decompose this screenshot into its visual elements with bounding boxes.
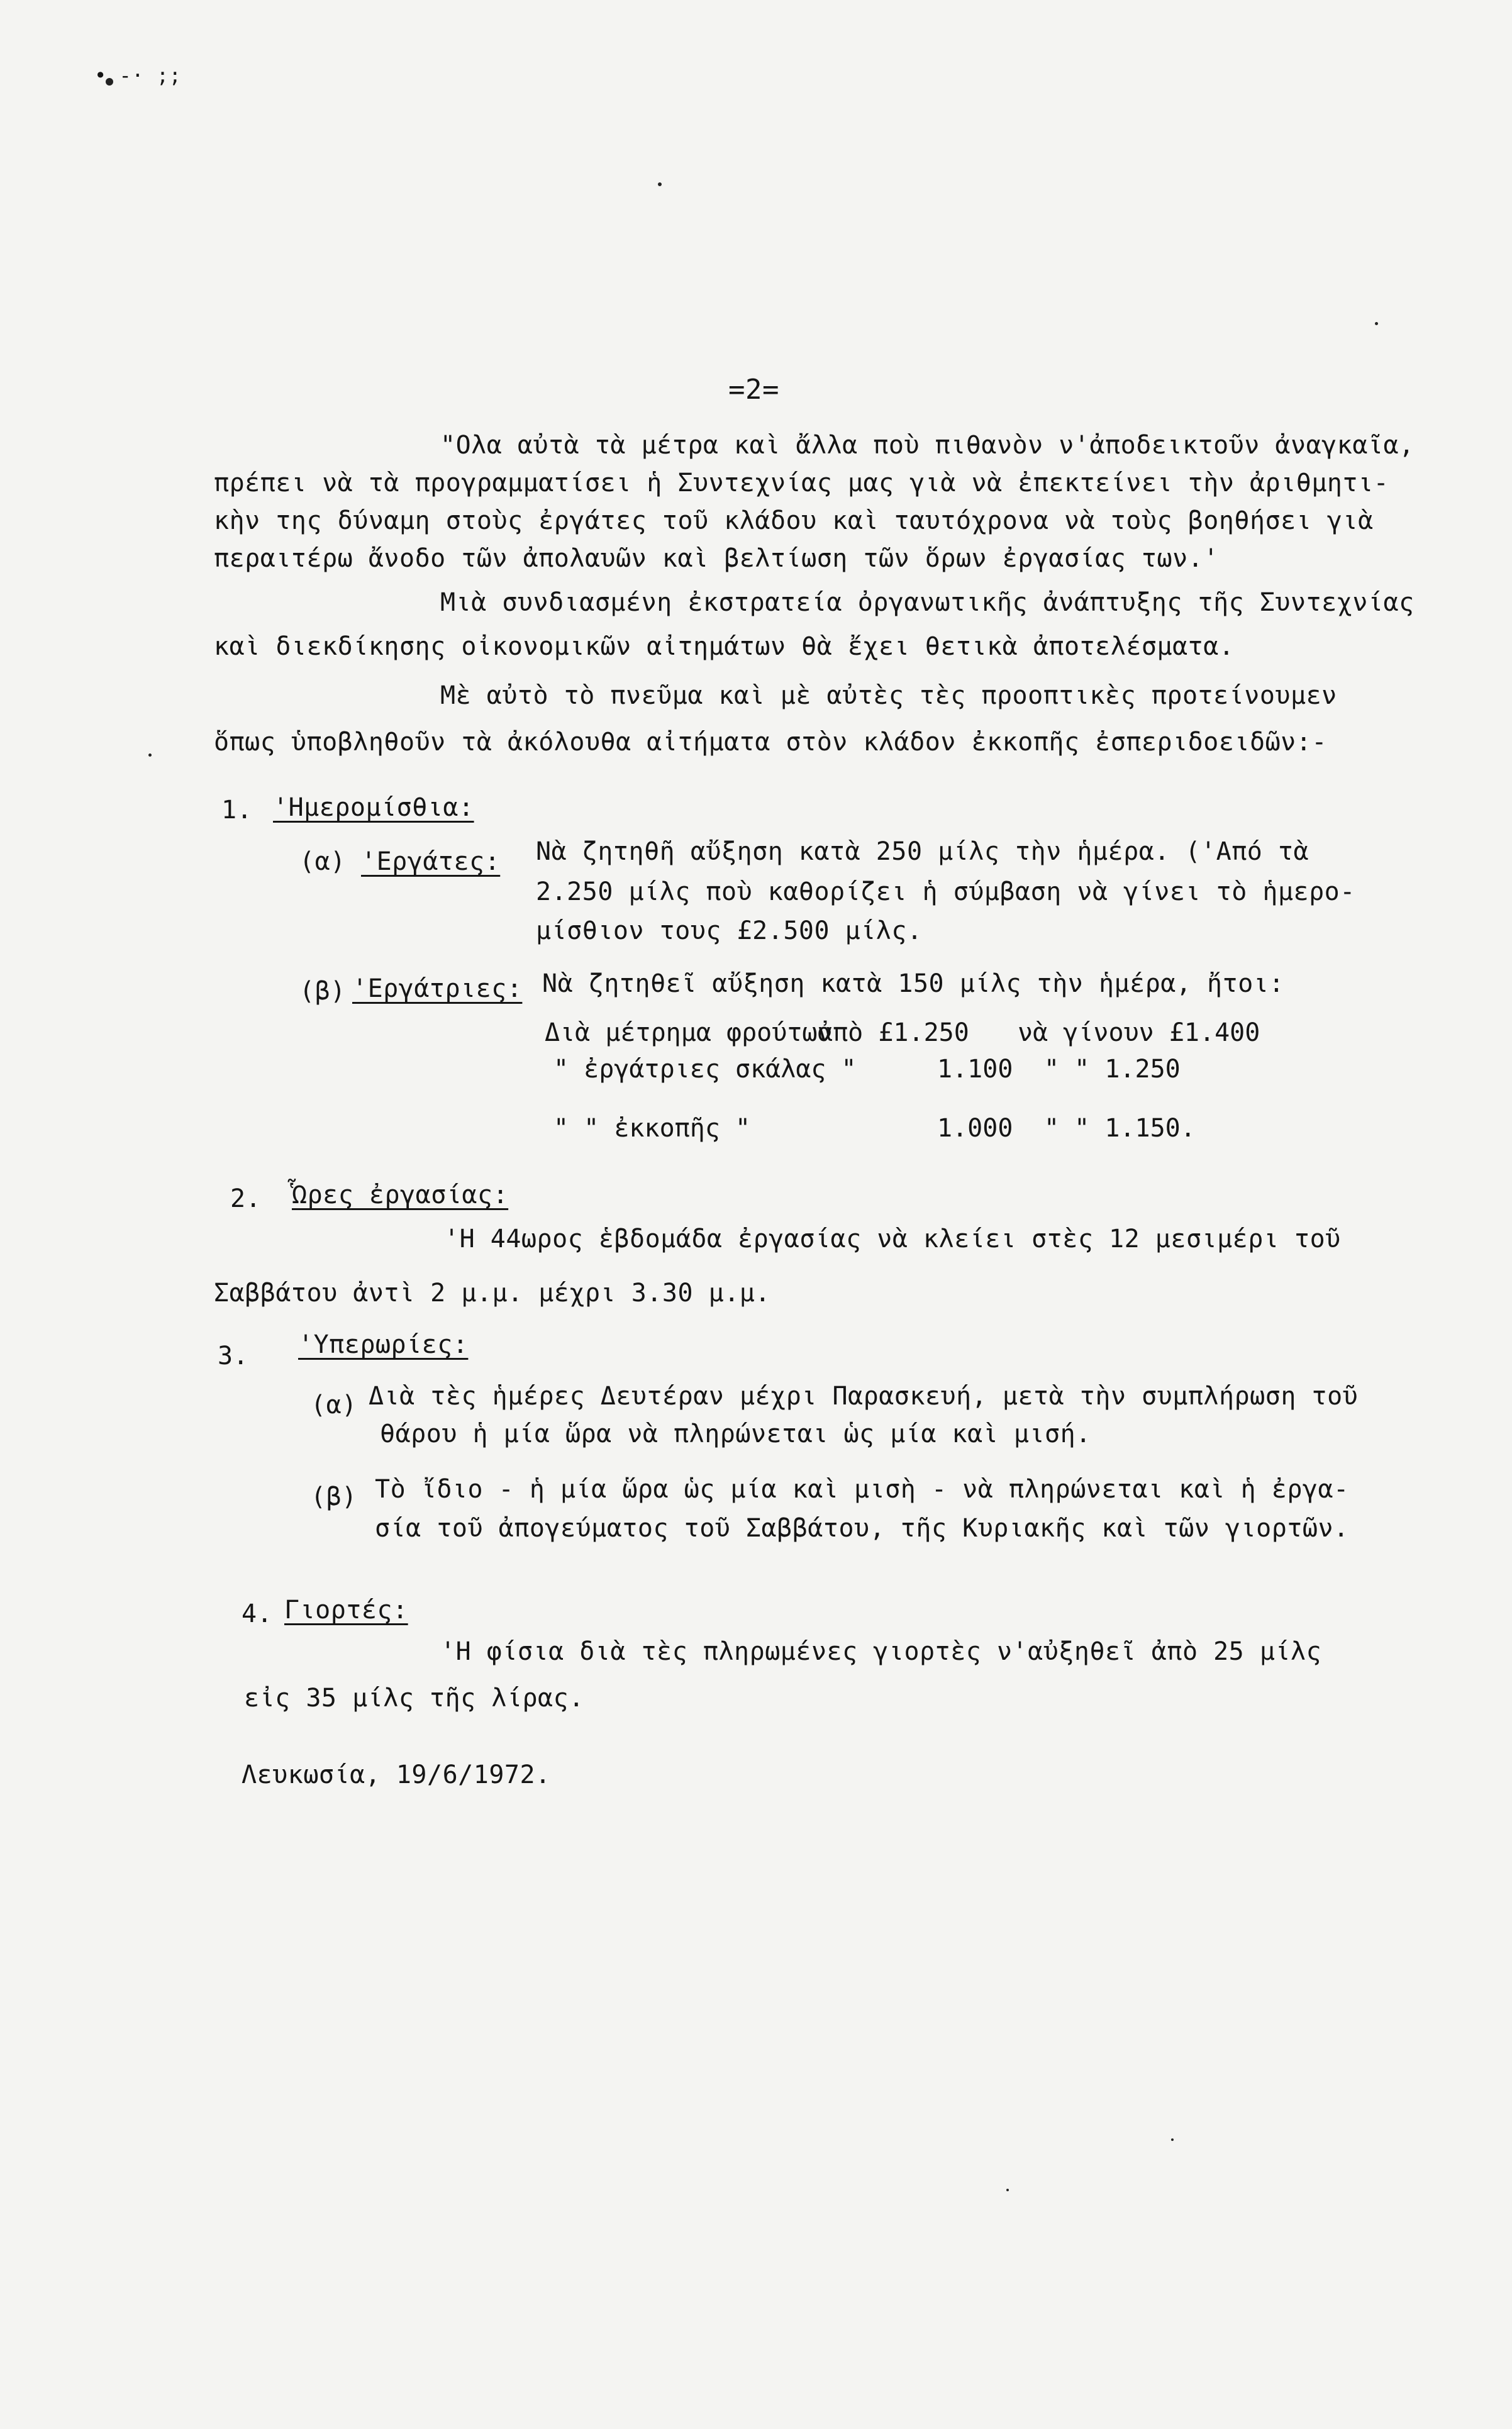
section-number: 1.	[221, 796, 253, 825]
wage-row-from: ἀπὸ £1.250	[818, 1018, 969, 1047]
section-number: 3.	[218, 1342, 249, 1370]
intro-line: περαιτέρω ἄνοδο τῶν ἀπολαυῶν καὶ βελτίωση τῶν ὅρων ἐργασίας των.'	[214, 544, 1219, 573]
wage-row-label: " ἐργάτριες σκάλας "	[553, 1055, 857, 1084]
wage-row-to: " " 1.150.	[1044, 1114, 1196, 1143]
section-heading: 'Υπερωρίες:	[298, 1330, 469, 1359]
wage-row	[553, 1116, 750, 1141]
wage-row	[545, 1020, 833, 1045]
item-label: (α)	[299, 847, 346, 876]
intro-line: καὶ διεκδίκησης οἰκονομικῶν αἰτημάτων θὰ ἔχει θετικὰ ἀποτελέσματα.	[214, 632, 1235, 661]
item-line: μίσθιον τους £2.500 μίλς.	[536, 916, 923, 945]
item-line: Διὰ τὲς ἡμέρες Δευτέραν μέχρι Παρασκευή, μετὰ τὴν συμπλήρωση τοῦ	[369, 1382, 1359, 1411]
section-line: εἰς 35 μίλς τῆς λίρας.	[244, 1684, 584, 1713]
wage-row-from: 1.000	[937, 1114, 1013, 1143]
intro-line: ὅπως ὑποβληθοῦν τὰ ἀκόλουθα αἰτήματα στὸν κλάδον ἐκκοπῆς ἐσπεριδοειδῶν:-	[214, 728, 1327, 757]
section-heading: Ὧρες ἐργασίας:	[292, 1181, 509, 1209]
section-number: 2.	[230, 1184, 262, 1213]
item-title: 'Εργάτες:	[361, 847, 501, 876]
wage-row-label: Διὰ μέτρημα φρούτων	[545, 1018, 833, 1047]
intro-line: Μιὰ συνδιασμένη ἐκστρατεία ὀργανωτικῆς ἀνάπτυξης τῆς Συντεχνίας	[440, 588, 1415, 617]
wage-row	[553, 1057, 857, 1082]
wage-row-label: " " ἐκκοπῆς "	[553, 1114, 751, 1143]
section-line: 'Η 44ωρος ἑβδομάδα ἐργασίας νὰ κλείει στὲς 12 μεσιμέρι τοῦ	[444, 1225, 1341, 1253]
item-line: Νὰ ζητηθῆ αὔξηση κατὰ 250 μίλς τὴν ἡμέρα. ('Από τὰ	[536, 837, 1309, 866]
intro-line: πρέπει νὰ τὰ προγραμματίσει ἡ Συντεχνίας μας γιὰ νὰ ἐπεκτείνει τὴν ἀριθμητι-	[214, 469, 1389, 497]
page-number: =2=	[728, 374, 779, 406]
item-line: θάρου ἡ μία ὥρα νὰ πληρώνεται ὡς μία καὶ μισή.	[380, 1420, 1091, 1448]
intro-line: "Ολα αὐτὰ τὰ μέτρα καὶ ἄλλα ποὺ πιθανὸν ν'ἀποδεικτοῦν ἀναγκαῖα,	[440, 431, 1415, 460]
item-label: (β)	[311, 1482, 357, 1511]
section-line: Σαββάτου ἀντὶ 2 μ.μ. μέχρι 3.30 μ.μ.	[214, 1279, 770, 1308]
item-label: (α)	[311, 1391, 357, 1420]
item-line: Τὸ ἴδιο - ἡ μία ὥρα ὡς μία καὶ μισὴ - νὰ πληρώνεται καὶ ἡ ἐργα-	[375, 1475, 1349, 1504]
section-line: 'Η φίσια διὰ τὲς πληρωμένες γιορτὲς ν'αὐξηθεῖ ἀπὸ 25 μίλς	[440, 1637, 1322, 1666]
scan-speck	[1006, 2189, 1009, 2191]
item-label: (β)	[299, 977, 346, 1006]
place-date: Λευκωσία, 19/6/1972.	[242, 1760, 551, 1789]
intro-line: Μὲ αὐτὸ τὸ πνεῦμα καὶ μὲ αὐτὲς τὲς προοπτικὲς προτείνουμεν	[440, 681, 1337, 710]
corner-marks: • -· ;;	[94, 64, 182, 87]
wage-row-from: 1.100	[937, 1055, 1013, 1084]
wage-row-to: " " 1.250	[1044, 1055, 1181, 1084]
item-line: Νὰ ζητηθεῖ αὔξηση κατὰ 150 μίλς τὴν ἡμέρα, ἤτοι:	[542, 969, 1284, 998]
intro-line: κὴν της δύναμη στοὺς ἐργάτες τοῦ κλάδου καὶ ταυτόχρονα νὰ τοὺς βοηθήσει γιὰ	[214, 506, 1374, 535]
section-number: 4.	[242, 1599, 273, 1628]
scan-speck	[148, 753, 152, 757]
scan-speck	[1375, 322, 1378, 325]
section-heading: Γιορτές:	[284, 1596, 408, 1625]
scan-speck	[1171, 2138, 1174, 2141]
section-heading: 'Ημερομίσθια:	[273, 793, 474, 822]
item-line: 2.250 μίλς ποὺ καθορίζει ἡ σύμβαση νὰ γίνει τὸ ἡμερο-	[536, 877, 1355, 906]
item-line: σία τοῦ ἀπογεύματος τοῦ Σαββάτου, τῆς Κυριακῆς καὶ τῶν γιορτῶν.	[375, 1514, 1349, 1543]
scan-speck	[658, 182, 662, 186]
wage-row-to: νὰ γίνουν £1.400	[1018, 1018, 1260, 1047]
item-title: 'Εργάτριες:	[352, 974, 523, 1003]
